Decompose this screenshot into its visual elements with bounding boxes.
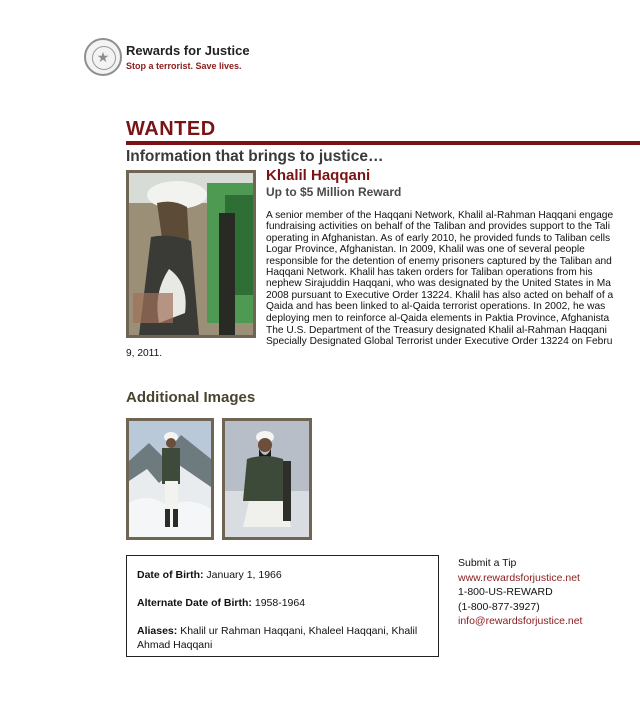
- us-seal-logo: [84, 38, 122, 76]
- bio-paragraph-2: [266, 325, 640, 348]
- bio-line: fundraising activities on behalf of the Taliban and provides support to the Tali: [266, 221, 610, 233]
- brand-name[interactable]: Rewards for Justice: [126, 43, 250, 58]
- bio-line: Logar Province, Afghanistan. In 2009, Khalil was one of several people: [266, 244, 585, 256]
- reward-amount: Up to $5 Million Reward: [266, 185, 402, 199]
- suspect-name: Khalil Haqqani: [266, 167, 371, 184]
- website-link[interactable]: www.rewardsforjustice.net: [458, 571, 580, 584]
- bio-line: operating in Afghanistan. As of early 2010, he provided funds to Taliban cells: [266, 232, 611, 244]
- bio-line: The U.S. Department of the Treasury designated Khalil al-Rahman Haqqani: [266, 325, 607, 336]
- bio-line: Haqqani Network. Khalil has taken orders for Taliban operations from his: [266, 267, 593, 279]
- additional-image-2[interactable]: [222, 418, 312, 540]
- wanted-title: WANTED: [126, 118, 216, 140]
- additional-images-heading: Additional Images: [126, 389, 256, 406]
- email-link[interactable]: info@rewardsforjustice.net: [458, 615, 583, 627]
- bio-paragraph-1: [266, 210, 640, 324]
- dob-value: January 1, 1966: [206, 569, 282, 581]
- alt-dob-value: 1958-1964: [254, 597, 306, 609]
- dob-row: [137, 568, 438, 582]
- details-box: [126, 555, 439, 657]
- main-photo: [126, 170, 256, 338]
- bio-line: Specially Designated Global Terrorist under Executive Order 13224 on Febru: [266, 336, 613, 348]
- alt-dob-row: [137, 596, 438, 610]
- bio-line: nephew Sirajuddin Haqqani, who was designated by the United States in Ma: [266, 278, 611, 290]
- aliases-value-line-1: Khalil ur Rahman Haqqani, Khaleel Haqqani, Khalil: [180, 625, 418, 637]
- phone-text: 1-800-US-REWARD: [458, 586, 553, 598]
- phone-number: (1-800-877-3927): [458, 600, 540, 613]
- bio-line: deploying men to reinforce al-Qaida elements in Paktia Province, Afghanista: [266, 312, 610, 324]
- bio-line: responsible for the detention of enemy prisoners captured by the Taliban and: [266, 255, 612, 267]
- bio-line: Qaida and has been linked to al-Qaida terrorist operations. In 2002, he was: [266, 301, 606, 313]
- dob-label: Date of Birth:: [137, 569, 204, 581]
- info-subtitle: Information that brings to justice…: [126, 148, 384, 165]
- aliases-row: [137, 624, 438, 652]
- title-divider: [126, 141, 640, 145]
- bio-line: 2008 pursuant to Executive Order 13224. Khalil has also acted on behalf of a: [266, 289, 614, 301]
- bio-line: A senior member of the Haqqani Network, Khalil al-Rahman Haqqani engage: [266, 210, 614, 221]
- alt-dob-label: Alternate Date of Birth:: [137, 597, 252, 609]
- submit-tip-panel: [458, 556, 582, 629]
- aliases-label: Aliases:: [137, 625, 178, 637]
- submit-tip-heading: Submit a Tip: [458, 557, 517, 569]
- brand-tagline: Stop a terrorist. Save lives.: [126, 61, 242, 71]
- additional-image-1[interactable]: [126, 418, 214, 540]
- aliases-value-line-2: Ahmad Haqqani: [137, 639, 213, 651]
- bio-paragraph-2-tail: 9, 2011.: [126, 348, 163, 359]
